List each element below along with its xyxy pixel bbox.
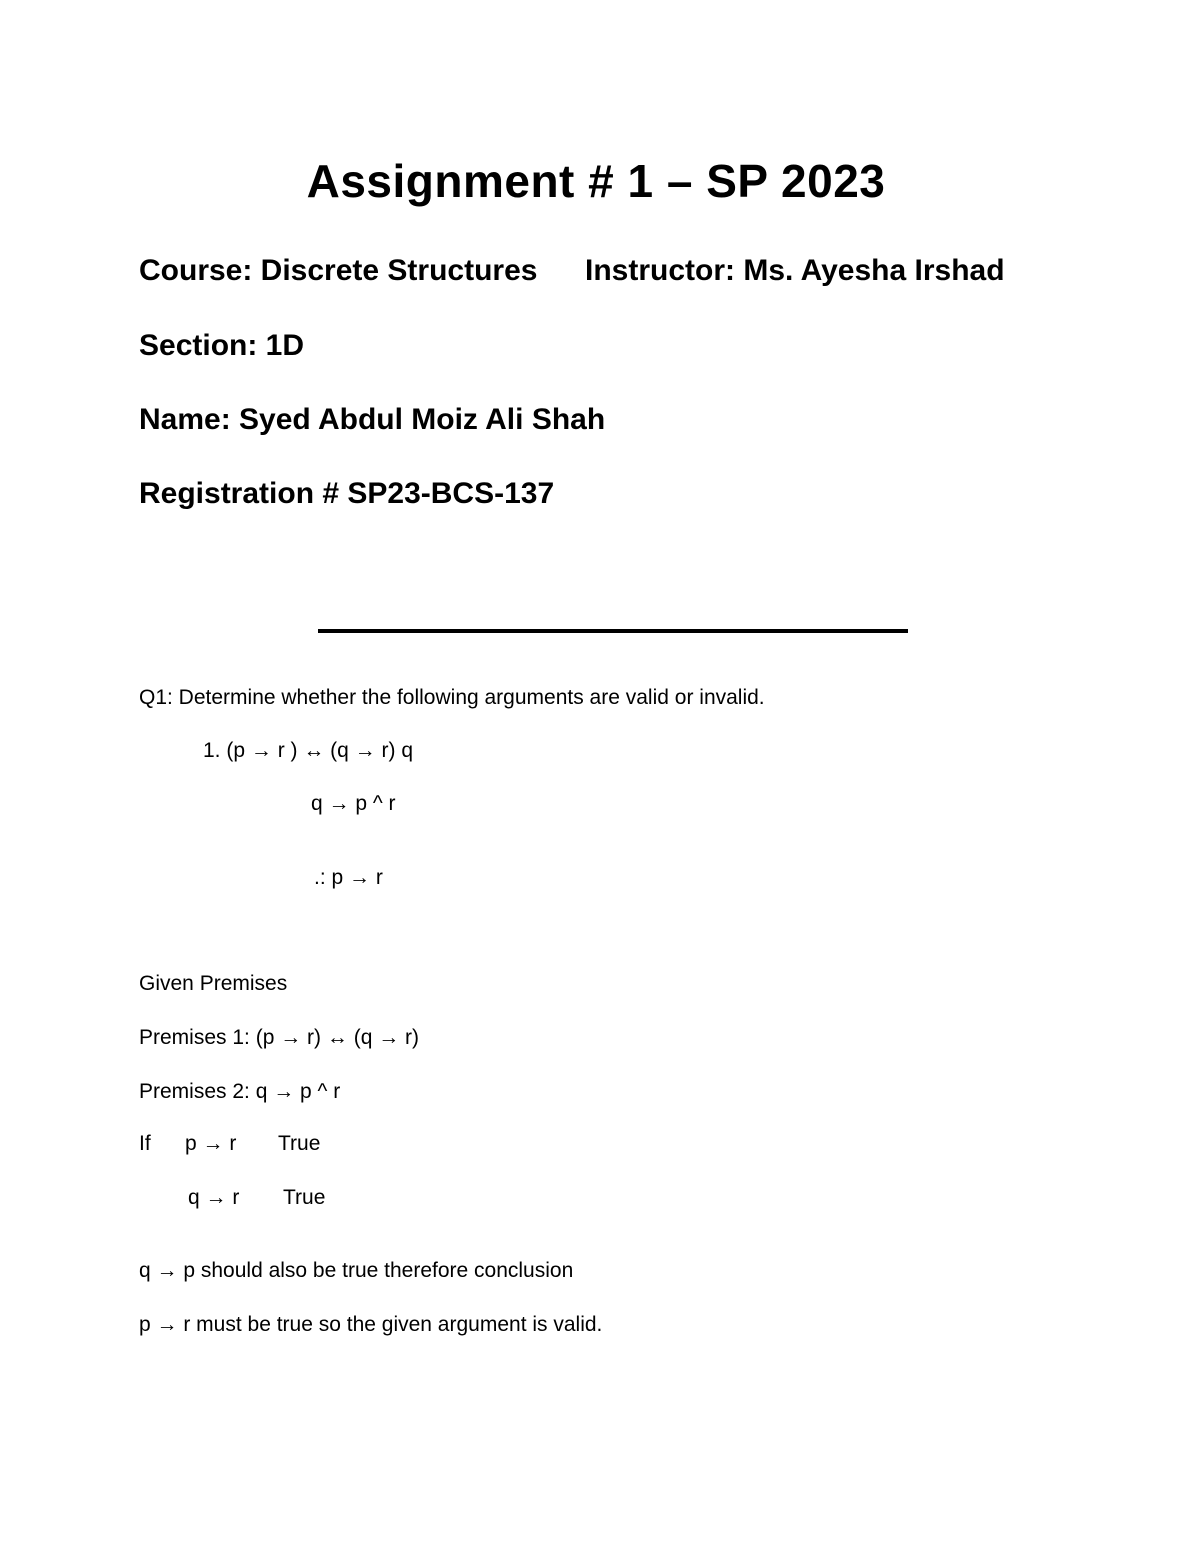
page-title: Assignment # 1 – SP 2023	[306, 155, 886, 207]
section-label: Section: 1D	[139, 329, 305, 362]
student-name: Name: Syed Abdul Moiz Ali Shah	[139, 403, 606, 436]
case-2-value: True	[283, 1186, 326, 1209]
question-prompt: Q1: Determine whether the following arguments are valid or invalid.	[139, 686, 765, 709]
instructor-label: Instructor: Ms. Ayesha Irshad	[585, 254, 1005, 287]
argument-conclusion: .: p → r	[314, 866, 383, 889]
premise-1: Premises 1: (p → r) ↔ (q → r)	[139, 1026, 420, 1049]
argument-line-1: 1. (p → r ) ↔ (q → r) q	[203, 739, 414, 762]
solution-heading: Given Premises	[139, 972, 288, 995]
divider-line	[318, 629, 908, 633]
reasoning-line-1: q → p should also be true therefore conclusion	[139, 1259, 574, 1282]
if-label: If	[139, 1132, 151, 1155]
reasoning-line-2: p → r must be true so the given argument is valid.	[139, 1313, 603, 1336]
case-1-value: True	[278, 1132, 321, 1155]
case-1-expression: p → r	[185, 1132, 237, 1155]
course-label: Course: Discrete Structures	[139, 254, 538, 287]
premise-2: Premises 2: q → p ^ r	[139, 1080, 341, 1103]
registration-number: Registration # SP23-BCS-137	[139, 477, 555, 510]
case-2-expression: q → r	[188, 1186, 240, 1209]
argument-line-2: q → p ^ r	[311, 792, 396, 815]
